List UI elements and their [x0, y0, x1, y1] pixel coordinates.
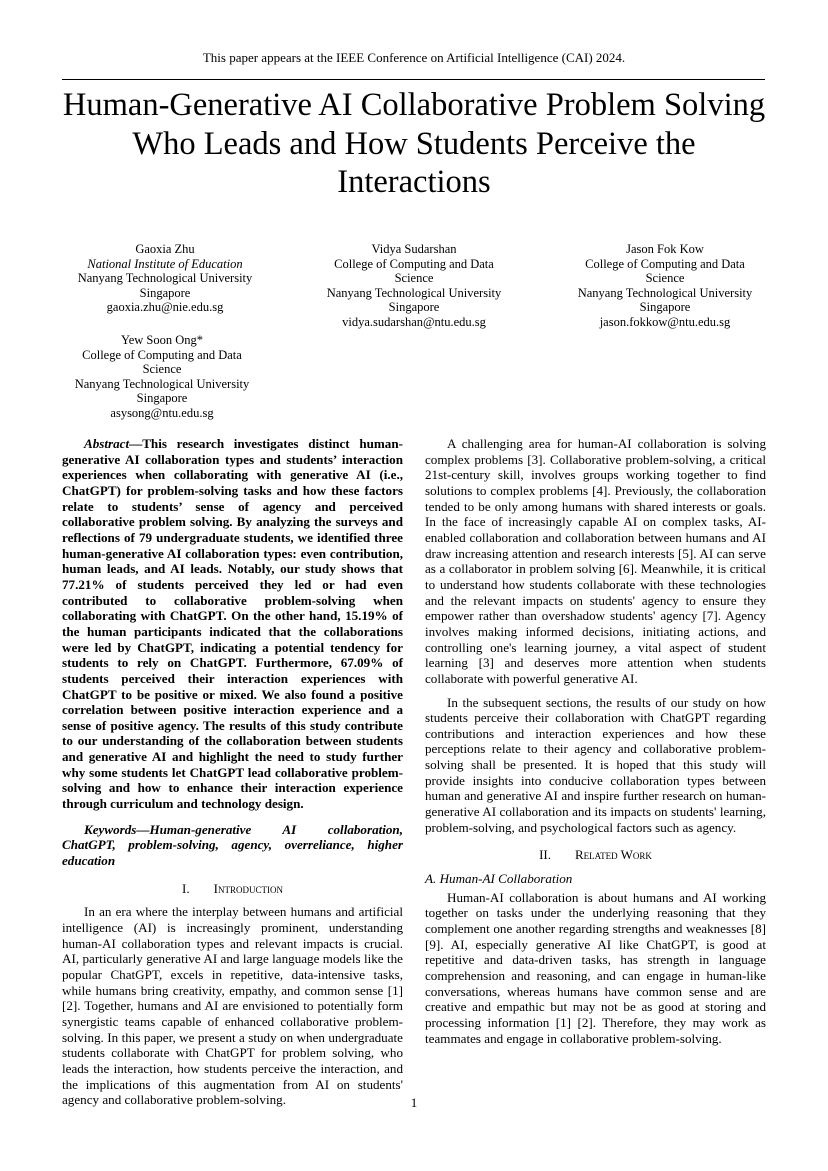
introduction-paragraph: In an era where the interplay between humans and artificial intelligence (AI) is increasingly prominent, understanding human-AI collaboration types and relevant impacts is crucial. AI, particularly generative AI and large language models like the popular ChatGPT, excels in repetitive, data-intensive tasks, while humans bring creativity, empathy, and common sense [1] [2]. Together, humans and AI are envisioned to potentially form synergistic teams capable of enhanced collaborative problem-solving. In this paper, we present a study on when undergraduate students collaborate with ChatGPT for problem solving, who leads the interaction, how students perceive the interaction, and the implications of this augmentation from AI on students' agency and collaborative problem-solving. [62, 904, 403, 1108]
author-university: Nanyang Technological University [577, 285, 753, 300]
author-affiliation: College of Computing and Data [82, 347, 242, 362]
body-paragraph: In the subsequent sections, the results of our study on how students perceive their collaboration with ChatGPT regarding contributions and interaction experiences and how these perceptions relate to their agency and collaborative problem-solving shall be presented. It is hoped that this study will provide insights into conducive collaboration types between human and generative AI and inspire further research on human-generative AI collaboration and its impacts on students' learning, problem-solving, and psychological factors such as agency. [425, 694, 766, 835]
section-number: II. [539, 847, 551, 863]
keywords-dash: — [136, 821, 150, 837]
header-divider [62, 79, 765, 80]
author-affiliation: College of Computing and Data [585, 256, 745, 271]
subsection-title: Human-AI Collaboration [439, 871, 573, 887]
abstract-label: Abstract [84, 436, 130, 451]
author-block-4 [52, 333, 272, 421]
subsection-label: A. [425, 871, 437, 887]
section-title: Related Work [574, 847, 652, 863]
conference-note: This paper appears at the IEEE Conference on Artificial Intelligence (CAI) 2024. [202, 50, 626, 65]
page-number: 1 [410, 1095, 418, 1110]
author-name: Jason Fok Kow [626, 242, 704, 256]
abstract-dash: — [129, 436, 143, 451]
author-email: jason.fokkow@ntu.edu.sg [599, 314, 731, 329]
author-affiliation-cont: Science [394, 271, 434, 286]
author-block-2 [304, 242, 524, 330]
author-country: Singapore [139, 285, 191, 300]
author-country: Singapore [388, 300, 440, 315]
author-name: Gaoxia Zhu [135, 242, 195, 256]
section-heading-related-work [425, 847, 766, 863]
author-block-1 [55, 242, 275, 315]
author-affiliation: College of Computing and Data [334, 256, 494, 271]
right-column [425, 436, 766, 1046]
author-email: vidya.sudarshan@ntu.edu.sg [342, 314, 486, 329]
abstract [62, 436, 403, 812]
author-university: Nanyang Technological University [74, 376, 250, 391]
author-name: Vidya Sudarshan [371, 242, 457, 256]
author-name: Yew Soon Ong* [120, 333, 204, 347]
paper-title: Human-Generative AI Collaborative Problem Solving Who Leads and How Students Perceive the Interactions [62, 87, 766, 200]
abstract-text: This research investigates distinct human-generative AI collaboration types and students’ interaction experiences when collaborating with generative AI (i.e., ChatGPT) for problem-solving tasks and how these factors relate to students’ sense of agency and perceived collaborative problem solving. By analyzing the surveys and reflections of 79 undergraduate students, we identified three human-generative AI collaboration types: even contribution, human leads, and AI leads. Notably, our study shows that 77.21% of students perceived they led or had even contributed to collaborative problem-solving when collaborating with ChatGPT. On the other hand, 15.19% of the human participants indicated that the collaborations were led by ChatGPT, indicating a potential tendency for students to rely on ChatGPT. Furthermore, 67.09% of students perceived their interaction experiences with ChatGPT to be positive or mixed. We also found a positive correlation between positive interaction experience and a sense of positive agency. The results of this study contribute to our understanding of the collaboration between students and generative AI and highlight the need to study further why some students let ChatGPT lead collaborative problem-solving and how to enhance their interaction experience through curriculum and technology design. [62, 436, 403, 812]
author-affiliation-cont: Science [142, 362, 182, 377]
body-paragraph: A challenging area for human-AI collaboration is solving complex problems [3]. Collaborative problem-solving, a critical 21st-century skill, involves groups working together to find solutions to complex problems [4]. Previously, the collaboration tended to be only among humans with shared interests or goals. In the face of increasingly capable AI on complex tasks, AI-enabled collaboration and collaboration between humans and AI draw increasing attention and research interests [5]. AI can serve as a collaborator in problem solving [6]. Meanwhile, it is critical to understand how students collaborate with these technologies and the relevant impacts on students' agency to ensure they empower rather than overshadow students' agency [7]. Agency involves making informed decisions, initiating actions, and controlling one's learning journey, a vital aspect of student learning [3] and deserves more attention when students collaborate with powerful generative AI. [425, 436, 766, 686]
keywords-label: Keywords [84, 821, 137, 837]
author-country: Singapore [136, 391, 188, 406]
author-university: Nanyang Technological University [326, 285, 502, 300]
left-column [62, 436, 403, 1108]
author-university: Nanyang Technological University [77, 271, 253, 286]
section-title: Introduction [213, 880, 283, 896]
author-email: gaoxia.zhu@nie.edu.sg [106, 300, 224, 315]
author-email: asysong@ntu.edu.sg [110, 405, 214, 420]
subsection-heading [425, 871, 766, 887]
keywords-text: Human-generative AI collaboration, ChatGPT, problem-solving, agency, overreliance, higher education [62, 821, 403, 869]
related-work-paragraph: Human-AI collaboration is about humans and AI working together on tasks under the underlying reasoning that they complement one another regarding strengths and weaknesses [8] [9]. AI, especially generative AI like ChatGPT, is good at repetitive and data-driven tasks, has strength in language comprehension and reasoning, and can engage in human-like conversations, whereas humans have common sense and are creative and empathic but may not be as good at storing and processing information [1] [2]. Therefore, they may work as teammates and engage in collaborative problem-solving. [425, 889, 766, 1046]
author-block-3 [555, 242, 775, 330]
author-affiliation-cont: Science [645, 271, 685, 286]
author-affiliation: National Institute of Education [87, 256, 243, 271]
keywords [62, 822, 403, 869]
author-country: Singapore [639, 300, 691, 315]
section-number: I. [182, 880, 190, 896]
section-heading-introduction [62, 881, 403, 897]
